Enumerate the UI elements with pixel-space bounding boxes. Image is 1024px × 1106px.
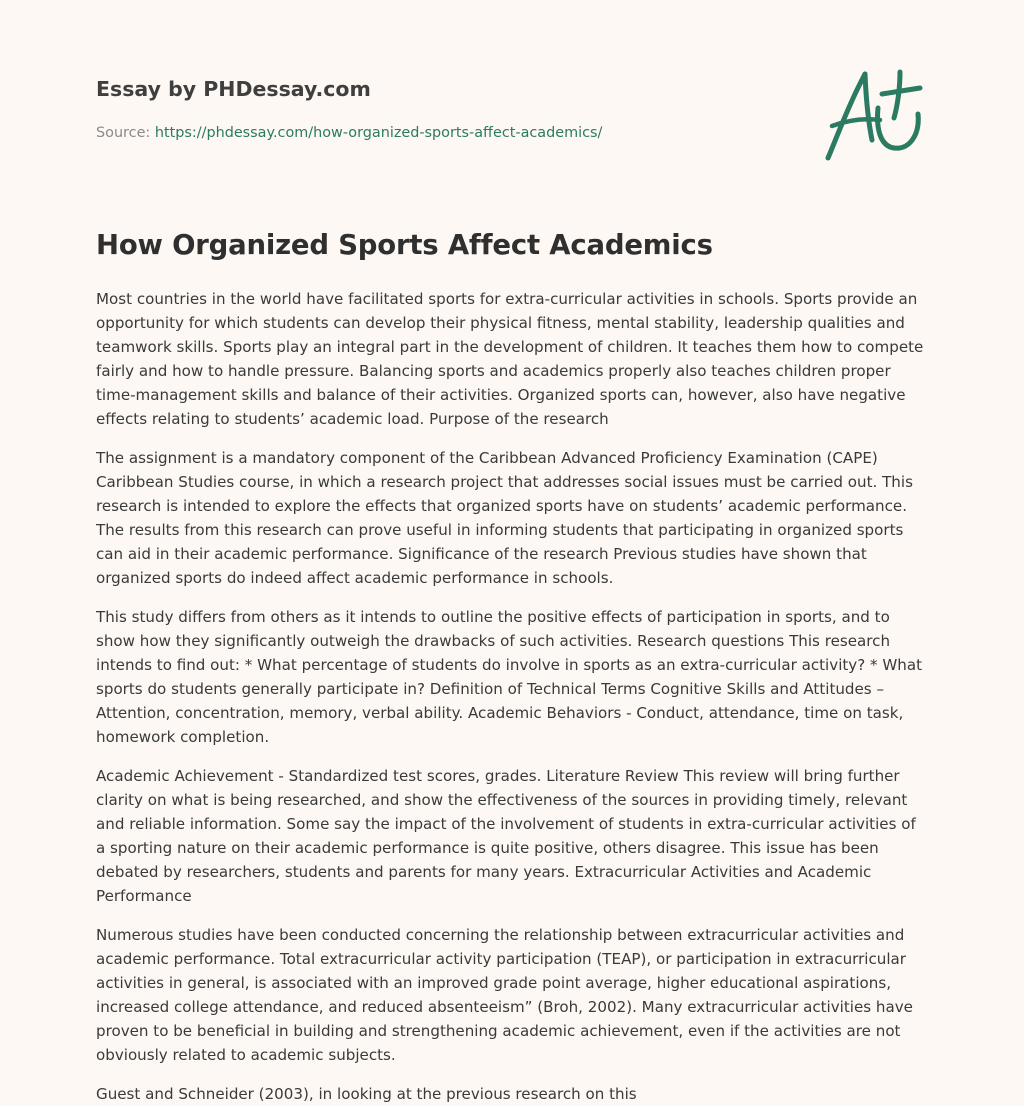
source-line xyxy=(96,123,856,143)
a-plus-logo-icon xyxy=(818,64,930,168)
paragraph: Numerous studies have been conducted concerning the relationship between extracurricular activities and academic performance. Total extracurricular activity participation (TEAP), or participation in extracurricular activities in general, is associated with an improved grade point average, higher educational aspirations, increased college attendance, and reduced absenteeism” (Broh, 2002). Many extracurricular activities have proven to be beneficial in building and strengthening academic achievement, even if the activities are not obviously related to academic subjects. xyxy=(96,926,913,1064)
site-brand: Essay by PHDessay.com xyxy=(96,77,371,101)
essay-title: How Organized Sports Affect Academics xyxy=(96,229,713,261)
paragraph: This study differs from others as it intends to outline the positive effects of participation in sports, and to show how they significantly outweigh the drawbacks of such activities. Research questions This research intends to find out: * What percentage of students do involve in sports as an extra-curricular activity? * What sports do students generally participate in? Definition of Technical Terms Cognitive Skills and Attitudes – Attention, concentration, memory, verbal ability. Academic Behaviors - Conduct, attendance, time on task, homework completion. xyxy=(96,608,923,746)
source-label: Source: xyxy=(96,125,151,141)
essay-body xyxy=(96,222,928,1106)
essay-header xyxy=(96,74,856,143)
paragraph: Guest and Schneider (2003), in looking at the previous research on this xyxy=(96,1085,637,1103)
source-link[interactable]: https://phdessay.com/how-organized-sports-affect-academics/ xyxy=(154,125,603,141)
paragraph: Academic Achievement - Standardized test scores, grades. Literature Review This review will bring further clarity on what is being researched, and show the effectiveness of the sources in providing timely, relevant and reliable information. Some say the impact of the involvement of students in extra-curricular activities of a sporting nature on their academic performance is quite positive, others disagree. This issue has been debated by researchers, students and parents for many years. Extracurricular Activities and Academic Performance xyxy=(96,767,916,905)
paragraph: Most countries in the world have facilitated sports for extra-curricular activities in schools. Sports provide an opportunity for which students can develop their physical fitness, mental stability, leadership qualities and teamwork skills. Sports play an integral part in the development of children. It teaches them how to compete fairly and how to handle pressure. Balancing sports and academics properly also teaches children proper time-management skills and balance of their activities. Organized sports can, however, also have negative effects relating to students’ academic load. Purpose of the research xyxy=(96,290,924,428)
paragraph: The assignment is a mandatory component of the Caribbean Advanced Proficiency Examination (CAPE) Caribbean Studies course, in which a research project that addresses social issues must be carried out. This research is intended to explore the effects that organized sports have on students’ academic performance. The results from this research can prove useful in informing students that participating in organized sports can aid in their academic performance. Significance of the research Previous studies have shown that organized sports do indeed affect academic performance in schools. xyxy=(96,449,913,587)
